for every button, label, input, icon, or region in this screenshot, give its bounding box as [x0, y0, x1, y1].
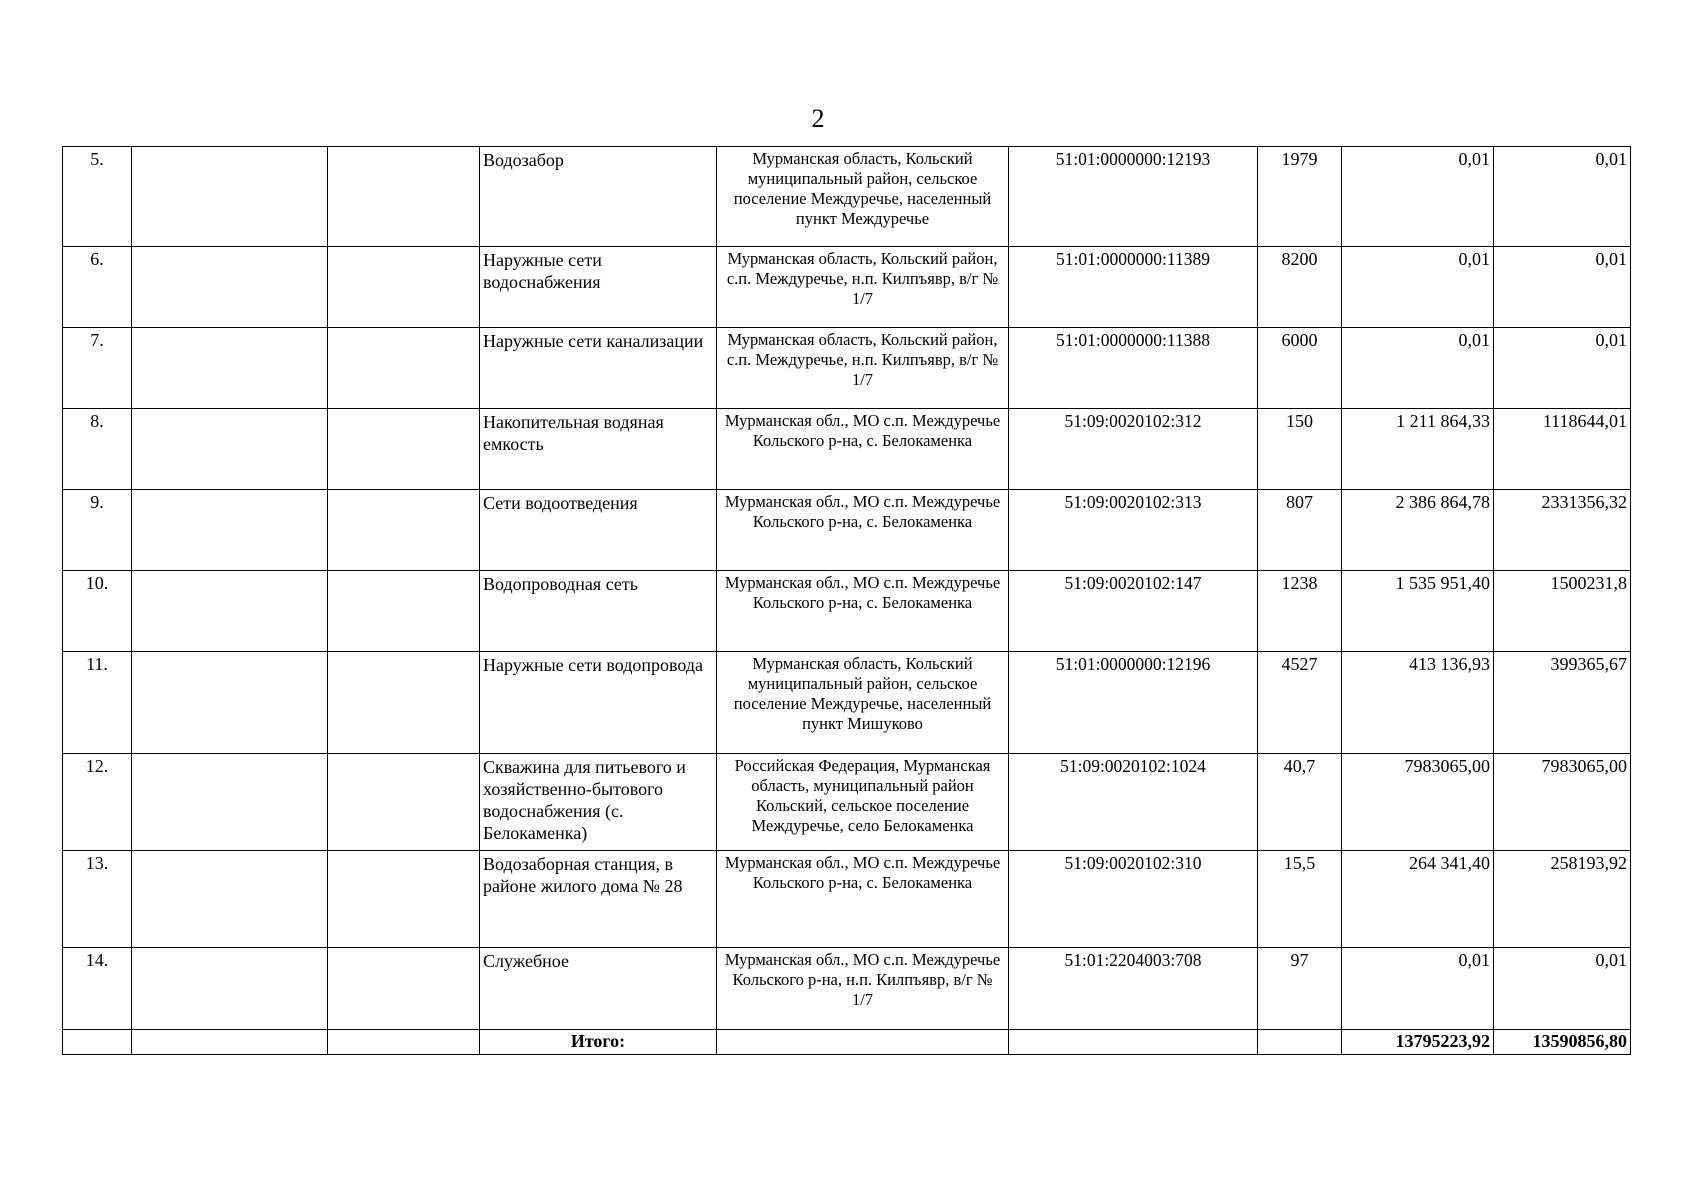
total-label: Итого:: [480, 1030, 717, 1055]
book-value: 0,01: [1342, 948, 1494, 1030]
total-book-value: 13795223,92: [1342, 1030, 1494, 1055]
object-address: Мурманская обл., МО с.п. Междуречье Кольского р-на, с. Белокаменка: [717, 571, 1009, 652]
row-number: 10.: [63, 571, 132, 652]
object-address: Мурманская обл., МО с.п. Междуречье Кольского р-на, с. Белокаменка: [717, 490, 1009, 571]
table-row: [63, 851, 1631, 948]
empty-cell: [132, 1030, 328, 1055]
object-address: Российская Федерация, Мурманская область, муниципальный район Кольский, сельское поселение Междуречье, село Белокаменка: [717, 754, 1009, 851]
book-value: 1 211 864,33: [1342, 409, 1494, 490]
total-residual-value: 13590856,80: [1494, 1030, 1631, 1055]
object-length: 1238: [1258, 571, 1342, 652]
object-address: Мурманская область, Кольский муниципальный район, сельское поселение Междуречье, населенный пункт Междуречье: [717, 147, 1009, 247]
empty-cell: [328, 409, 480, 490]
empty-cell: [328, 247, 480, 328]
object-length: 6000: [1258, 328, 1342, 409]
cadastral-number: 51:01:0000000:11388: [1009, 328, 1258, 409]
empty-cell: [328, 1030, 480, 1055]
book-value: 0,01: [1342, 247, 1494, 328]
object-length: 40,7: [1258, 754, 1342, 851]
object-name: Наружные сети водоснабжения: [480, 247, 717, 328]
residual-value: 1500231,8: [1494, 571, 1631, 652]
residual-value: 399365,67: [1494, 652, 1631, 754]
residual-value: 2331356,32: [1494, 490, 1631, 571]
table-row: [63, 328, 1631, 409]
residual-value: 0,01: [1494, 247, 1631, 328]
object-address: Мурманская обл., МО с.п. Междуречье Кольского р-на, с. Белокаменка: [717, 409, 1009, 490]
book-value: 0,01: [1342, 147, 1494, 247]
empty-cell: [328, 571, 480, 652]
book-value: 2 386 864,78: [1342, 490, 1494, 571]
cadastral-number: 51:09:0020102:312: [1009, 409, 1258, 490]
row-number: 6.: [63, 247, 132, 328]
empty-cell: [132, 328, 328, 409]
cadastral-number: 51:09:0020102:313: [1009, 490, 1258, 571]
object-length: 8200: [1258, 247, 1342, 328]
object-address: Мурманская обл., МО с.п. Междуречье Кольского р-на, н.п. Килпъявр, в/г № 1/7: [717, 948, 1009, 1030]
book-value: 7983065,00: [1342, 754, 1494, 851]
empty-cell: [328, 754, 480, 851]
empty-cell: [328, 490, 480, 571]
cadastral-number: 51:01:0000000:12193: [1009, 147, 1258, 247]
empty-cell: [328, 851, 480, 948]
residual-value: 0,01: [1494, 948, 1631, 1030]
object-length: 807: [1258, 490, 1342, 571]
row-number: 14.: [63, 948, 132, 1030]
cadastral-number: 51:01:0000000:11389: [1009, 247, 1258, 328]
empty-cell: [132, 754, 328, 851]
table-row: [63, 409, 1631, 490]
cadastral-number: 51:09:0020102:1024: [1009, 754, 1258, 851]
empty-cell: [132, 490, 328, 571]
empty-cell: [63, 1030, 132, 1055]
empty-cell: [132, 571, 328, 652]
empty-cell: [717, 1030, 1009, 1055]
table-row: [63, 247, 1631, 328]
table-row: [63, 754, 1631, 851]
total-row: [63, 1030, 1631, 1055]
book-value: 264 341,40: [1342, 851, 1494, 948]
empty-cell: [132, 948, 328, 1030]
row-number: 11.: [63, 652, 132, 754]
row-number: 12.: [63, 754, 132, 851]
cadastral-number: 51:09:0020102:310: [1009, 851, 1258, 948]
table-row: [63, 652, 1631, 754]
empty-cell: [1258, 1030, 1342, 1055]
row-number: 9.: [63, 490, 132, 571]
property-registry-table: [62, 146, 1631, 1055]
empty-cell: [328, 147, 480, 247]
object-name: Наружные сети водопровода: [480, 652, 717, 754]
residual-value: 1118644,01: [1494, 409, 1631, 490]
object-length: 15,5: [1258, 851, 1342, 948]
empty-cell: [328, 948, 480, 1030]
empty-cell: [132, 247, 328, 328]
empty-cell: [328, 652, 480, 754]
cadastral-number: 51:09:0020102:147: [1009, 571, 1258, 652]
object-address: Мурманская область, Кольский муниципальный район, сельское поселение Междуречье, населенный пункт Мишуково: [717, 652, 1009, 754]
object-address: Мурманская обл., МО с.п. Междуречье Кольского р-на, с. Белокаменка: [717, 851, 1009, 948]
object-name: Служебное: [480, 948, 717, 1030]
cadastral-number: 51:01:0000000:12196: [1009, 652, 1258, 754]
object-name: Накопительная водяная емкость: [480, 409, 717, 490]
object-name: Наружные сети канализации: [480, 328, 717, 409]
row-number: 8.: [63, 409, 132, 490]
object-address: Мурманская область, Кольский район, с.п. Междуречье, н.п. Килпъявр, в/г № 1/7: [717, 328, 1009, 409]
empty-cell: [132, 652, 328, 754]
residual-value: 258193,92: [1494, 851, 1631, 948]
book-value: 1 535 951,40: [1342, 571, 1494, 652]
row-number: 5.: [63, 147, 132, 247]
object-name: Водопроводная сеть: [480, 571, 717, 652]
page-number: 2: [811, 104, 825, 133]
table-row: [63, 571, 1631, 652]
object-length: 4527: [1258, 652, 1342, 754]
book-value: 0,01: [1342, 328, 1494, 409]
row-number: 7.: [63, 328, 132, 409]
empty-cell: [1009, 1030, 1258, 1055]
object-name: Скважина для питьевого и хозяйственно-бытового водоснабжения (с. Белокаменка): [480, 754, 717, 851]
table-row: [63, 948, 1631, 1030]
object-address: Мурманская область, Кольский район, с.п. Междуречье, н.п. Килпъявр, в/г № 1/7: [717, 247, 1009, 328]
cadastral-number: 51:01:2204003:708: [1009, 948, 1258, 1030]
book-value: 413 136,93: [1342, 652, 1494, 754]
object-name: Водозабор: [480, 147, 717, 247]
object-length: 97: [1258, 948, 1342, 1030]
object-name: Сети водоотведения: [480, 490, 717, 571]
object-length: 150: [1258, 409, 1342, 490]
table-row: [63, 490, 1631, 571]
table-row: [63, 147, 1631, 247]
object-length: 1979: [1258, 147, 1342, 247]
empty-cell: [132, 409, 328, 490]
residual-value: 7983065,00: [1494, 754, 1631, 851]
residual-value: 0,01: [1494, 328, 1631, 409]
object-name: Водозаборная станция, в районе жилого дома № 28: [480, 851, 717, 948]
residual-value: 0,01: [1494, 147, 1631, 247]
empty-cell: [132, 147, 328, 247]
row-number: 13.: [63, 851, 132, 948]
empty-cell: [328, 328, 480, 409]
empty-cell: [132, 851, 328, 948]
